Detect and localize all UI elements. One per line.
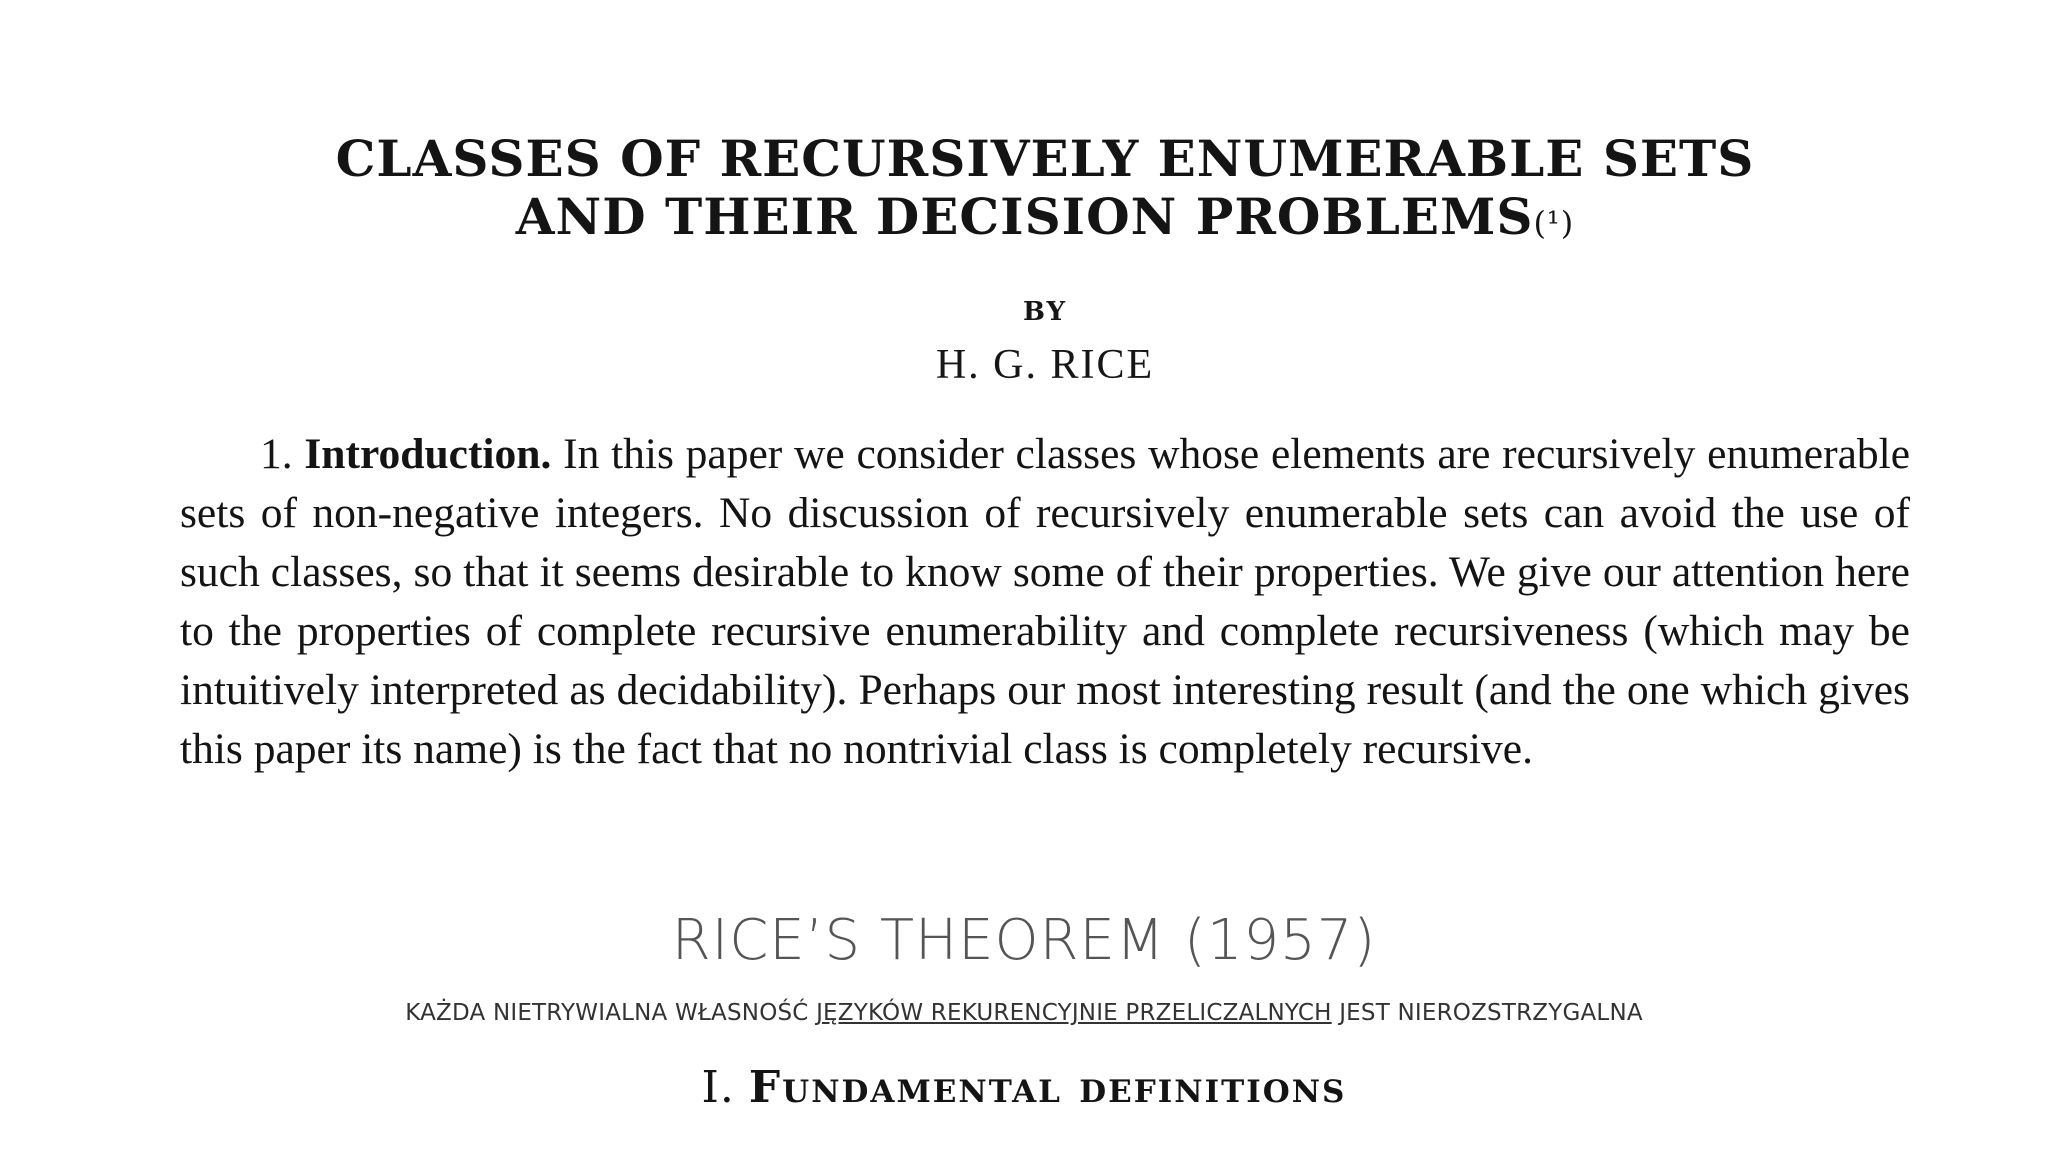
paper-title — [180, 130, 1910, 252]
paper-title-line-1: CLASSES OF RECURSIVELY ENUMERABLE SETS — [335, 130, 1755, 188]
subtitle-suffix: JEST NIEROZSTRZYGALNA — [1331, 1000, 1643, 1026]
section-heading — [0, 1062, 2048, 1113]
paper-author: H. G. RICE — [935, 342, 1155, 388]
section-title: Fundamental definitions — [748, 1062, 1347, 1113]
slide-subtitle — [0, 1000, 2048, 1026]
slide-heading: RICE’S THEOREM (1957) — [671, 908, 1377, 973]
paper-by-label: BY — [1022, 297, 1068, 327]
intro-section-title: Introduction. — [304, 430, 552, 478]
intro-section-number: 1. — [260, 430, 293, 478]
paper-title-line-2-text: AND THEIR DECISION PROBLEMS — [515, 187, 1534, 246]
section-number: I. — [701, 1062, 735, 1113]
paper-title-line-2 — [180, 188, 1910, 252]
subtitle-link[interactable]: JĘZYKÓW REKURENCYJNIE PRZELICZALNYCH — [816, 1000, 1332, 1026]
intro-body-text: In this paper we consider classes whose elements are recursively enumerable sets of non-negative integers. No discussion of recursively enumerable sets can avoid the use of such classes, so that it seems desirable to know some of their properties. We give our attention here to the properties of complete recursive enumerability and complete recursiveness (which may be intuitively interpreted as decidability). Perhaps our most interesting result (and the one which gives this paper its name) is the fact that no nontrivial class is completely recursive. — [180, 430, 1910, 773]
subtitle-prefix: KAŻDA NIETRYWIALNA WŁASNOŚĆ — [405, 1000, 817, 1026]
title-footnote-marker: (¹) — [1533, 204, 1575, 242]
paper-introduction — [180, 425, 1910, 779]
paper-excerpt — [180, 130, 1910, 868]
